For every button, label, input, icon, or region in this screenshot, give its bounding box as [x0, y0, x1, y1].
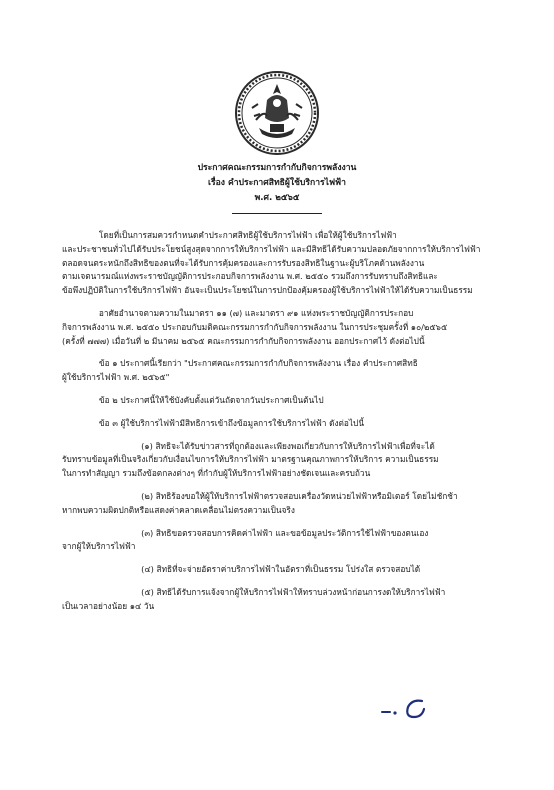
right-item-1 — [62, 440, 502, 481]
preamble-paragraph — [62, 229, 502, 298]
text-line: ตามเจตนารมณ์แห่งพระราชบัญญัติการประกอบกิจการพลังงาน พ.ศ. ๒๕๕๐ รวมถึงการรับทราบถึงสิทธิและ — [62, 271, 438, 282]
text-line: เป็นเวลาอย่างน้อย ๑๔ วัน — [62, 600, 155, 611]
text-line: (๕) สิทธิได้รับการแจ้งจากผู้ให้บริการไฟฟ้าให้ทราบล่วงหน้าก่อนการงดให้บริการไฟฟ้า — [62, 586, 446, 597]
text-line: (๓) สิทธิขอตรวจสอบการคิดค่าไฟฟ้า และขอข้อมูลประวัติการใช้ไฟฟ้าของตนเอง — [62, 527, 429, 538]
text-line: ในการทำสัญญา รวมถึงข้อตกลงต่างๆ ที่กำกับผู้ให้บริการไฟฟ้าอย่างชัดเจนและครบถ้วน — [62, 468, 371, 479]
text-line: ตลอดจนตระหนักถึงสิทธิของตนที่จะได้รับการคุ้มครองและการรับรองสิทธิในฐานะผู้บริโภคด้านพลังงาน — [62, 257, 425, 268]
erc-emblem-seal — [234, 70, 320, 156]
clause-1 — [62, 357, 502, 385]
text-line: อาศัยอำนาจตามความในมาตรา ๑๑ (๗) และมาตรา ๙๑ แห่งพระราชบัญญัติการประกอบ — [62, 307, 414, 318]
announcement-year: พ.ศ. ๒๕๖๕ — [254, 193, 300, 203]
text-line: และประชาชนทั่วไปได้รับประโยชน์สูงสุดจากการให้บริการไฟฟ้า และมีสิทธิได้รับความปลอดภัยจากการให้บริการไฟฟ้า — [62, 243, 481, 254]
text-line: รับทราบข้อมูลที่เป็นจริงเกี่ยวกับเงื่อนไขการให้บริการไฟฟ้า มาตรฐานคุณภาพการให้บริการ ความเป็นธรรม — [62, 454, 439, 465]
announcement-title: ประกาศคณะกรรมการกำกับกิจการพลังงาน — [197, 163, 357, 173]
right-item-5 — [62, 586, 502, 614]
text-line: (๑) สิทธิจะได้รับข่าวสารที่ถูกต้องและเพียงพอเกี่ยวกับการให้บริการไฟฟ้าเพื่อที่จะได้ — [62, 440, 435, 451]
text-line: จากผู้ให้บริการไฟฟ้า — [62, 541, 136, 552]
text-line: ข้อพึงปฏิบัติในการใช้บริการไฟฟ้า อันจะเป็นประโยชน์ในการปกป้องคุ้มครองผู้ใช้บริการไฟฟ้าให้ได้รับความเป็นธรรม — [62, 285, 473, 296]
text-line: กิจการพลังงาน พ.ศ. ๒๕๕๐ ประกอบกับมติคณะกรรมการกำกับกิจการพลังงาน ในการประชุมครั้งที่ ๑๐/๒๕๖๕ — [62, 321, 448, 332]
right-item-2 — [62, 490, 502, 518]
clause-2: ข้อ ๒ ประกาศนี้ให้ใช้บังคับตั้งแต่วันถัดจากวันประกาศเป็นต้นไป — [62, 394, 324, 405]
authority-paragraph — [62, 307, 502, 348]
initials-signature — [378, 695, 430, 723]
text-line: หากพบความผิดปกติหรือแสดงค่าคลาดเคลื่อนไม่ตรงความเป็นจริง — [62, 504, 295, 515]
document-body — [62, 229, 502, 614]
text-line: (ครั้งที่ ๗๗๗) เมื่อวันที่ ๒ มีนาคม ๒๕๖๕ คณะกรรมการกำกับกิจการพลังงาน ออกประกาศไว้ ดังต่อไปนี้ — [62, 335, 425, 346]
text-line: ข้อ ๑ ประกาศนี้เรียกว่า "ประกาศคณะกรรมการกำกับกิจการพลังงาน เรื่อง คำประกาศสิทธิ — [62, 358, 418, 369]
header-divider — [232, 213, 322, 214]
document-header — [0, 161, 554, 206]
text-line: ผู้ใช้บริการไฟฟ้า พ.ศ. ๒๕๖๕" — [62, 372, 170, 383]
text-line: โดยที่เป็นการสมควรกำหนดคำประกาศสิทธิผู้ใช้บริการไฟฟ้า เพื่อให้ผู้ใช้บริการไฟฟ้า — [62, 230, 397, 240]
text-line: (๒) สิทธิร้องขอให้ผู้ให้บริการไฟฟ้าตรวจสอบเครื่องวัดหน่วยไฟฟ้าหรือมิเตอร์ โดยไม่ชักช้า — [62, 490, 458, 501]
right-item-3 — [62, 527, 502, 555]
clause-3: ข้อ ๓ ผู้ใช้บริการไฟฟ้ามีสิทธิการเข้าถึงข้อมูลการใช้บริการไฟฟ้า ดังต่อไปนี้ — [62, 417, 364, 428]
right-item-4: (๔) สิทธิที่จะจ่ายอัตราค่าบริการไฟฟ้าในอัตราที่เป็นธรรม โปร่งใส ตรวจสอบได้ — [62, 564, 421, 575]
announcement-subject: เรื่อง คำประกาศสิทธิผู้ใช้บริการไฟฟ้า — [208, 178, 346, 188]
